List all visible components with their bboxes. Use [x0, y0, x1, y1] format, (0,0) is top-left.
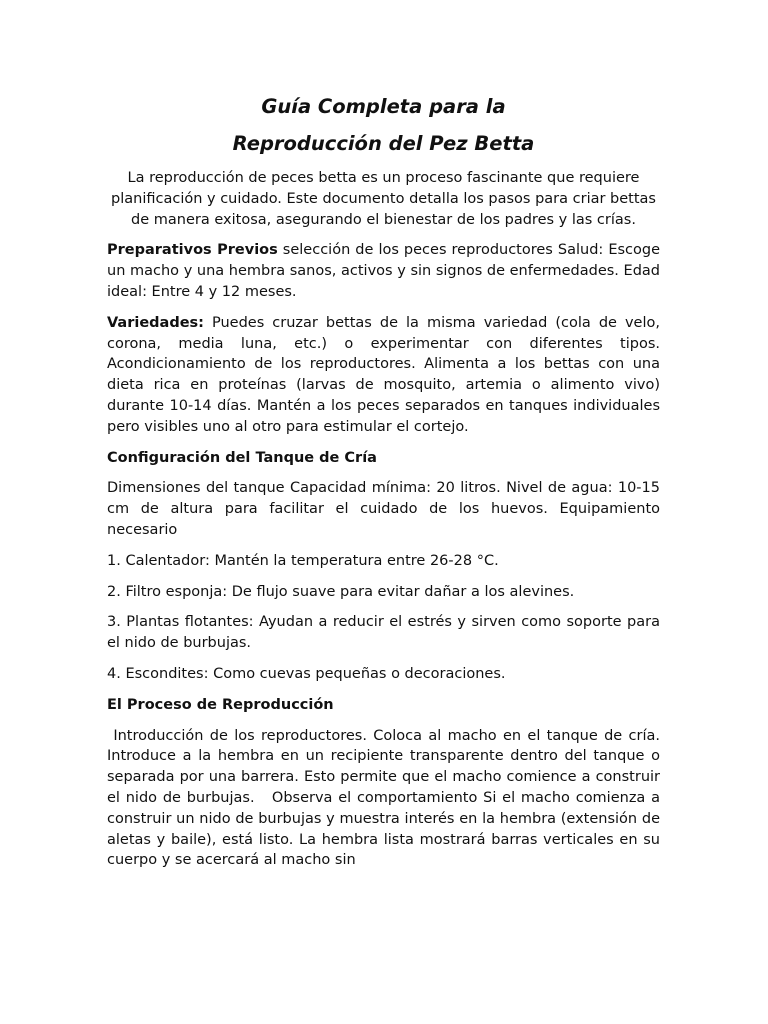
list-item: 2. Filtro esponja: De flujo suave para evitar dañar a los alevines. [107, 583, 575, 600]
document-title [107, 88, 660, 162]
proceso-section-heading: El Proceso de Reproducción [107, 696, 334, 713]
variedades-paragraph [107, 313, 660, 438]
list-item: 3. Plantas flotantes: Ayudan a reducir el estrés y sirven como soporte para el nido de burbujas. [107, 614, 660, 652]
document-page [107, 88, 665, 871]
variedades-text: Puedes cruzar bettas de la misma variedad (cola de velo, corona, media luna, etc.) o experimentar con diferentes tipos. Acondicionamiento de los reproductores. Alimenta a los bettas con una dieta rica en proteínas (larvas de mosquito, artemia o alimento vivo) durante 10-14 días. Mantén a los peces separados en tanques individuales pero visibles uno al otro para estimular el cortejo. [107, 314, 660, 435]
intro-paragraph: La reproducción de peces betta es un proceso fascinante que requiere planificación y cuidado. Este documento detalla los pasos para criar bettas de manera exitosa, asegurando el bienestar de los padres y las crías. [111, 170, 656, 228]
list-item: 1. Calentador: Mantén la temperatura entre 26-28 °C. [107, 552, 499, 569]
preparativos-heading: Preparativos Previos [107, 242, 278, 259]
title-line-1: Guía Completa para la [261, 95, 506, 118]
tanque-body-paragraph: Dimensiones del tanque Capacidad mínima: 20 litros. Nivel de agua: 10-15 cm de altura para facilitar el cuidado de los huevos. Equipamiento necesario [107, 480, 660, 538]
title-line-2: Reproducción del Pez Betta [232, 132, 535, 155]
preparativos-text: selección de los peces reproductores Salud: Escoge un macho y una hembra sanos, activos y sin signos de enfermedades. Edad ideal: Entre 4 y 12 meses. [107, 242, 660, 300]
proceso-body-paragraph: Introducción de los reproductores. Coloca al macho en el tanque de cría. Introduce a la hembra en un recipiente transparente dentro del tanque o separada por una barrera. Esto permite que el macho comience a construir el nido de burbujas. Observa el comportamiento Si el macho comienza a construir un nido de burbujas y muestra interés en la hembra (extensión de aletas y baile), está listo. La hembra lista mostrará barras verticales en su cuerpo y se acercará al macho sin [107, 727, 665, 869]
tanque-section-heading: Configuración del Tanque de Cría [107, 449, 377, 466]
preparativos-paragraph [107, 240, 660, 302]
variedades-label: Variedades: [107, 314, 204, 331]
list-item: 4. Escondites: Como cuevas pequeñas o decoraciones. [107, 665, 506, 682]
